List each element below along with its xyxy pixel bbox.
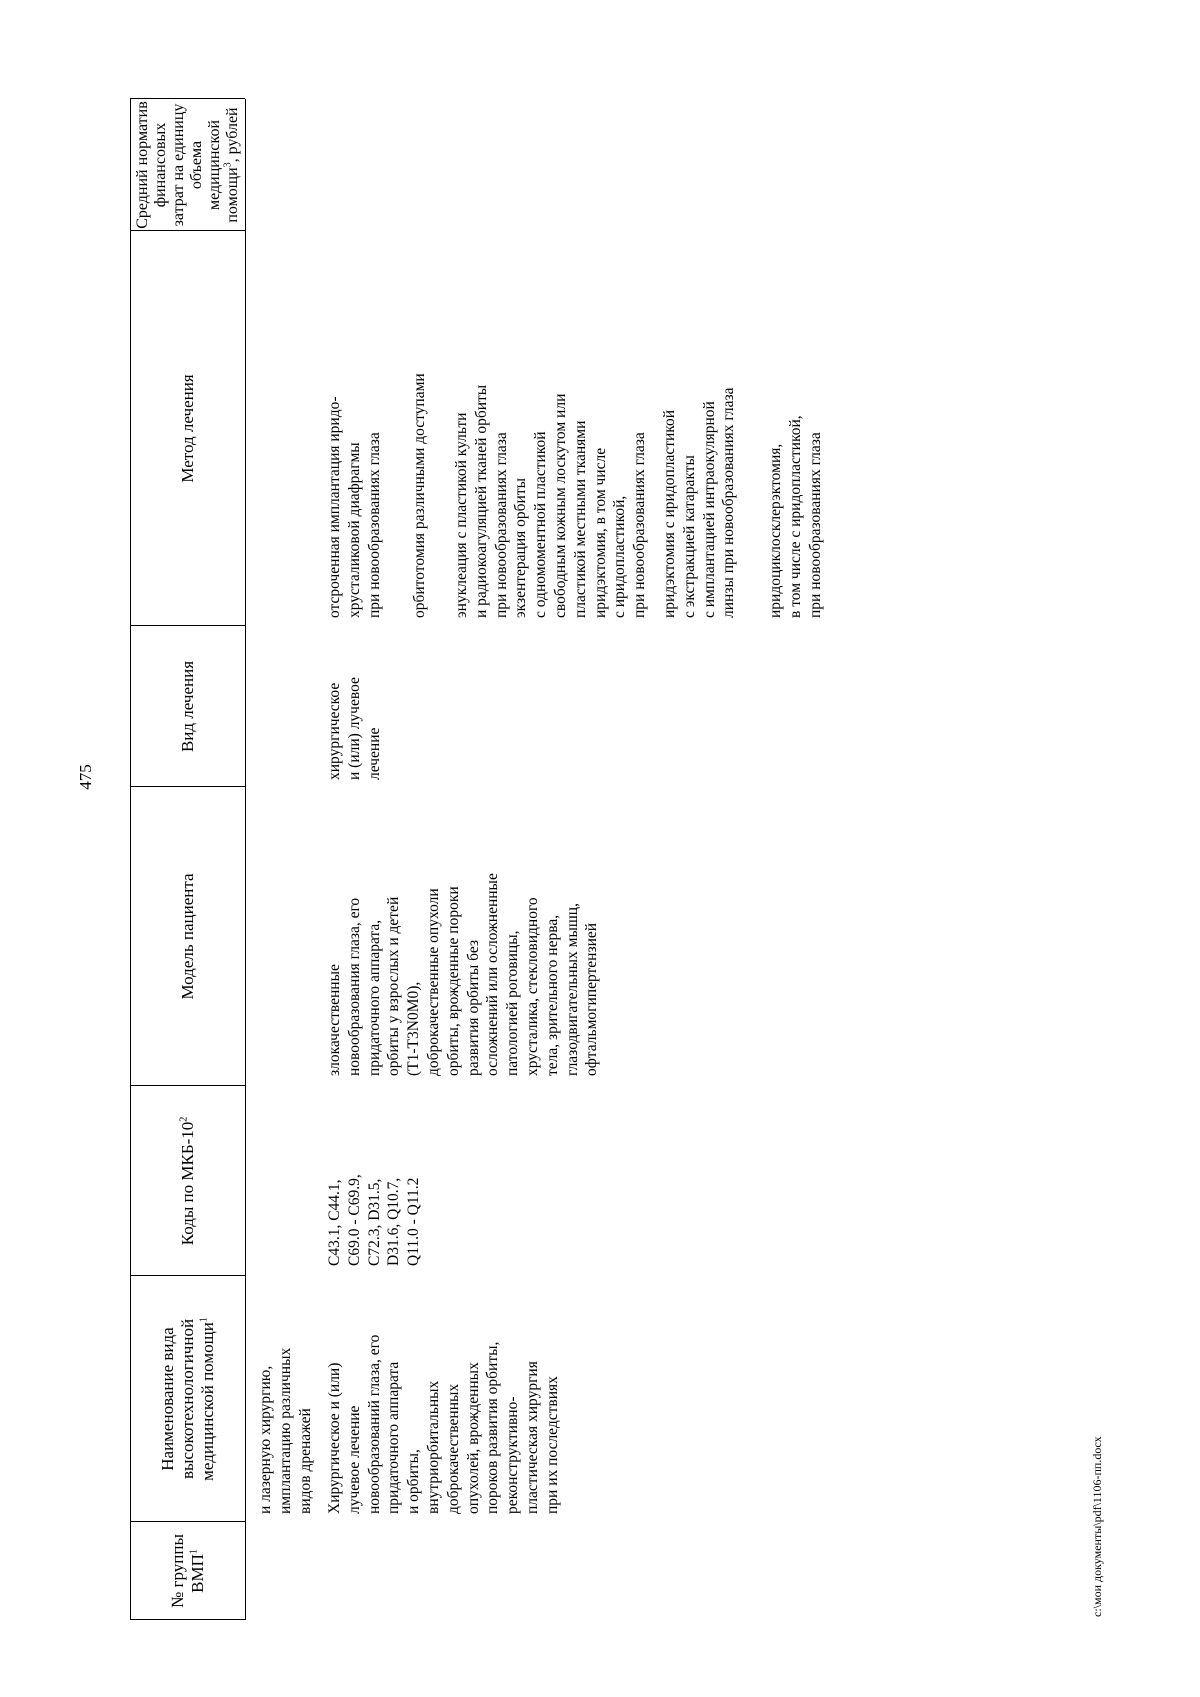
continuation-text: и лазерную хирургию, имплантацию различных видов дренажей xyxy=(257,1347,314,1514)
header-name: Наименование вида высокотехнологичной медицинской помощи$^1$ xyxy=(157,1317,217,1481)
row-method-2: орбитотомия различными доступами xyxy=(411,373,428,618)
header-cost: Средний норматив финансовых затрат на единицу объема медицинской помощи$^3$, рублей xyxy=(133,101,241,229)
row-treatment-kind: хирургическое и (или) лучевое лечение xyxy=(326,677,383,780)
row-method-5: иридоциклосклерэктомия, в том числе с иридопластикой, при новообразованиях глаза xyxy=(767,415,824,618)
row-treatment-name: Хирургическое и (или) лучевое лечение новообразований глаза, его придаточного аппарата и орбиты, внутриорбитальных доброкачественных опухолей, врожденных пороков развития орбиты, реконструктивно- пластическая хирургия при их последствиях xyxy=(326,1334,561,1514)
header-model: Модель пациента xyxy=(177,873,197,1000)
header-bottom-border xyxy=(245,99,246,1620)
header-method: Метод лечения xyxy=(177,374,197,483)
page-number: 475 xyxy=(76,764,95,790)
row-method-1: отсроченная имплантация иридо- хрусталиковой диафрагмы при новообразованиях глаза xyxy=(326,396,383,618)
row-patient-model: злокачественные новообразования глаза, его придаточного аппарата, орбиты у взрослых и детей (T1-T3N0M0), доброкачественные опухоли орбиты, врожденные пороки развития орбиты без осложнений или осложненные патологией роговицы, хрусталика, стекловидного тела, зрительного нерва, глазодвигательных мышц, офтальмогипертензией xyxy=(326,873,601,1076)
row-icd-codes: C43.1, C44.1, C69.0 - C69.9, C72.3, D31.5, D31.6, Q10.7, Q11.0 - Q11.2 xyxy=(326,1174,423,1266)
row-method-3: энуклеация с пластикой культи и радиокоагуляцией тканей орбиты при новообразованиях глаза экзентерация орбиты с одномоментной пластикой свободным кожным лоскутом или пластикой местными тканями иридэктомия, в том числе с иридопластикой, при новообразованиях глаза xyxy=(453,384,649,618)
header-kind: Вид лечения xyxy=(177,660,197,753)
header-group: № группы ВМП$^1$ xyxy=(167,1534,207,1608)
row-method-4: иридэктомия с иридопластикой с экстракцией катаракты с имплантацией интраокулярной линзы при новообразованиях глаза xyxy=(661,387,738,618)
header-codes: Коды по МКБ-$10^2$ xyxy=(177,1116,197,1246)
file-path-footer: c:\мои документы\pdf\1106-пп.docx xyxy=(1090,1436,1104,1617)
